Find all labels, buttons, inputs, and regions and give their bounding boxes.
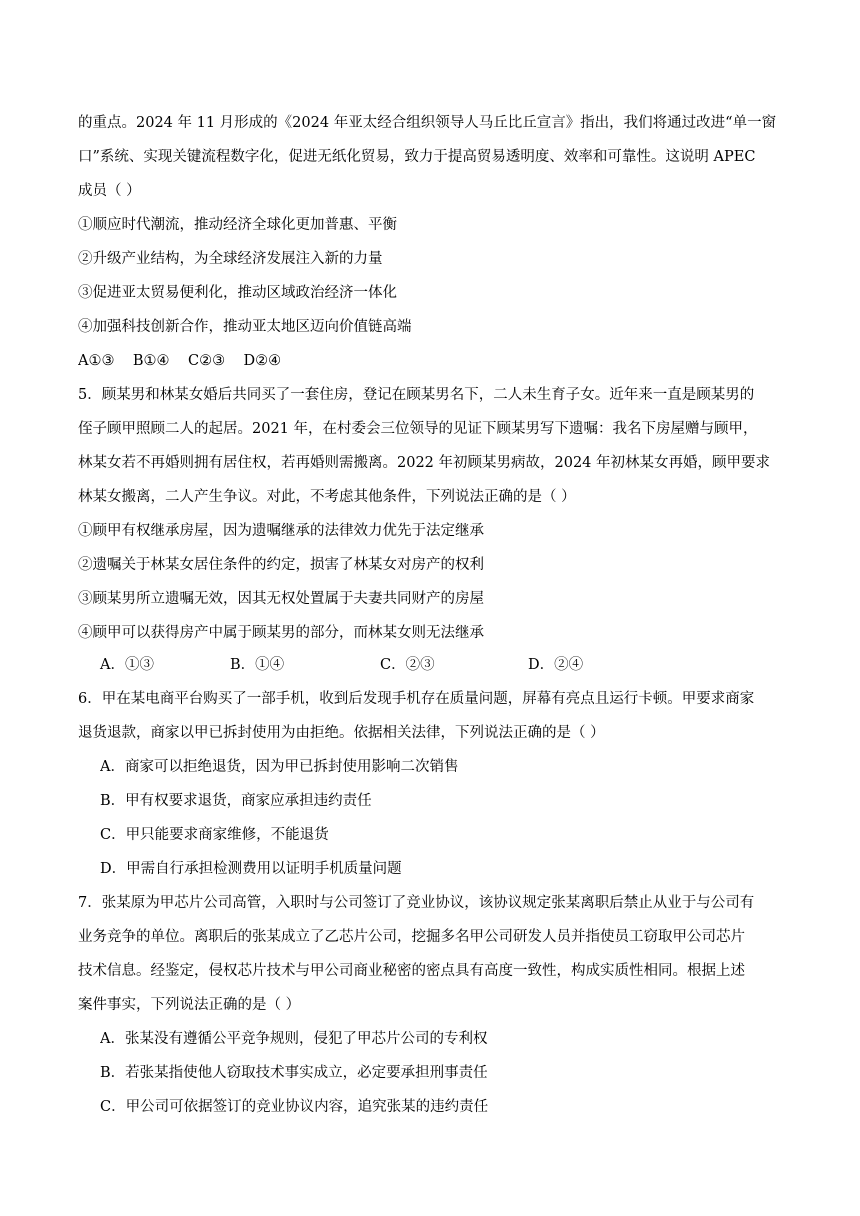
- q4-item-4: ④加强科技创新合作，推动亚太地区迈向价值链高端: [78, 319, 412, 335]
- q4-stem-line-1: 的重点。2024 年 11 月形成的《2024 年亚太经合组织领导人马丘比丘宣言》指出，我们将通过改进“单一窗: [78, 115, 777, 131]
- q5-option-c: C．②③: [380, 657, 435, 673]
- q5-stem-line-4: 林某女搬离，二人产生争议。对此，不考虑其他条件，下列说法正确的是（ ）: [78, 489, 576, 505]
- q4-item-2: ②升级产业结构，为全球经济发展注入新的力量: [78, 251, 383, 267]
- q5-stem-line-2: 侄子顾甲照顾二人的起居。2021 年，在村委会三位领导的见证下顾某男写下遗嘱：我名下房屋赠与顾甲，: [78, 421, 758, 437]
- q7-stem-line-2: 业务竞争的单位。离职后的张某成立了乙芯片公司，挖掘多名甲公司研发人员并指使员工窃取甲公司芯片: [78, 929, 745, 945]
- q5-item-1: ①顾甲有权继承房屋，因为遗嘱继承的法律效力优先于法定继承: [78, 523, 484, 539]
- q7-option-b: B．若张某指使他人窃取技术事实成立，必定要承担刑事责任: [100, 1065, 488, 1081]
- q7-option-a: A．张某没有遵循公平竞争规则，侵犯了甲芯片公司的专利权: [100, 1031, 488, 1047]
- q7-option-c: C．甲公司可依据签订的竞业协议内容，追究张某的违约责任: [100, 1099, 489, 1115]
- q4-item-3: ③促进亚太贸易便利化，推动区域政治经济一体化: [78, 285, 397, 301]
- q6-option-c: C．甲只能要求商家维修，不能退货: [100, 827, 329, 843]
- q5-stem-line-3: 林某女若不再婚则拥有居住权，若再婚则需搬离。2022 年初顾某男病故，2024 年初林某女再婚，顾甲要求: [78, 455, 771, 471]
- q5-stem-line-1: 5．顾某男和林某女婚后共同买了一套住房，登记在顾某男名下，二人未生育子女。近年来一直是顾某男的: [78, 387, 755, 403]
- q5-option-b: B．①④: [230, 657, 285, 673]
- q6-option-b: B．甲有权要求退货，商家应承担违约责任: [100, 793, 372, 809]
- q5-options: [100, 655, 790, 675]
- q6-stem-line-2: 退货退款，商家以甲已拆封使用为由拒绝。依据相关法律，下列说法正确的是（ ）: [78, 725, 605, 741]
- q6-stem-line-1: 6．甲在某电商平台购买了一部手机，收到后发现手机存在质量问题，屏幕有亮点且运行卡顿。甲要求商家: [78, 691, 755, 707]
- q4-stem-line-2: 口”系统、实现关键流程数字化，促进无纸化贸易，致力于提高贸易透明度、效率和可靠性。这说明 APEC: [78, 149, 756, 165]
- q5-item-3: ③顾某男所立遗嘱无效，因其无权处置属于夫妻共同财产的房屋: [78, 591, 484, 607]
- q6-option-a: A．商家可以拒绝退货，因为甲已拆封使用影响二次销售: [100, 759, 459, 775]
- q4-stem-line-3: 成员（ ）: [78, 183, 141, 199]
- q4-options: A①③ B①④ C②③ D②④: [78, 353, 282, 369]
- q7-stem-line-4: 案件事实，下列说法正确的是（ ）: [78, 997, 301, 1013]
- q4-item-1: ①顺应时代潮流，推动经济全球化更加普惠、平衡: [78, 217, 397, 233]
- q5-item-4: ④顾甲可以获得房产中属于顾某男的部分，而林某女则无法继承: [78, 625, 484, 641]
- q7-stem-line-1: 7．张某原为甲芯片公司高管，入职时与公司签订了竞业协议，该协议规定张某离职后禁止从业于与公司有: [78, 895, 755, 911]
- q7-stem-line-3: 技术信息。经鉴定，侵权芯片技术与甲公司商业秘密的密点具有高度一致性，构成实质性相同。根据上述: [78, 963, 745, 979]
- q5-option-d: D．②④: [528, 657, 584, 673]
- q5-option-a: A．①③: [100, 657, 154, 673]
- q6-option-d: D．甲需自行承担检测费用以证明手机质量问题: [100, 861, 402, 877]
- q5-item-2: ②遗嘱关于林某女居住条件的约定，损害了林某女对房产的权利: [78, 557, 484, 573]
